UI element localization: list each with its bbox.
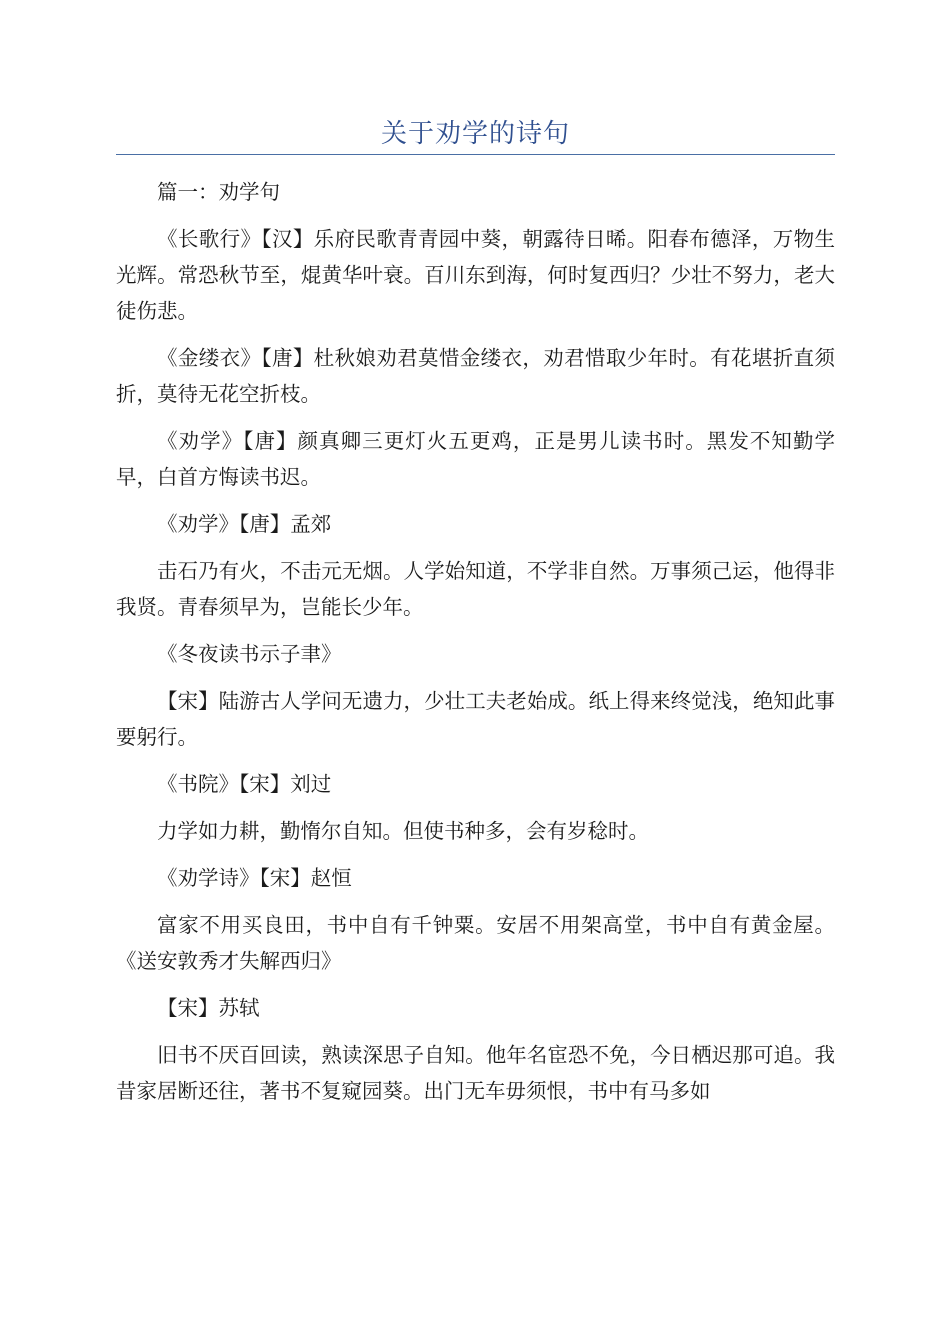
paragraph: 《书院》【宋】刘过	[157, 772, 332, 796]
paragraph: 《劝学诗》【宋】赵恒	[157, 866, 352, 890]
paragraph: 《劝学》【唐】孟郊	[157, 512, 332, 536]
paragraph: 《劝学》【唐】颜真卿三更灯火五更鸡，正是男儿读书时。黑发不知勤学早，白首方悔读书迟。	[116, 429, 835, 489]
document-title: 关于劝学的诗句	[380, 119, 570, 149]
paragraph: 力学如力耕，勤惰尔自知。但使书种多，会有岁稔时。	[157, 819, 649, 843]
paragraph: 【宋】苏轼	[157, 996, 260, 1020]
paragraph: 《金缕衣》【唐】杜秋娘劝君莫惜金缕衣，劝君惜取少年时。有花堪折直须折，莫待无花空折枝。	[116, 346, 835, 406]
paragraph: 【宋】陆游古人学问无遗力，少壮工夫老始成。纸上得来终觉浅，绝知此事要躬行。	[116, 689, 835, 749]
paragraph: 《冬夜读书示子聿》	[157, 642, 342, 666]
title-underline	[116, 154, 835, 155]
paragraph: 旧书不厌百回读，熟读深思子自知。他年名宦恐不免，今日栖迟那可追。我昔家居断还往，著书不复窥园葵。出门无车毋须恨，书中有马多如	[116, 1043, 835, 1103]
paragraph: 《长歌行》【汉】乐府民歌青青园中葵，朝露待日晞。阳春布德泽，万物生光辉。常恐秋节至，焜黄华叶衰。百川东到海，何时复西归？少壮不努力，老大徒伤悲。	[116, 227, 835, 323]
document-page	[116, 0, 835, 1120]
document-body	[116, 174, 835, 1109]
section-heading: 篇一：劝学句	[157, 180, 280, 204]
paragraph: 击石乃有火，不击元无烟。人学始知道，不学非自然。万事须己运，他得非我贤。青春须早为，岂能长少年。	[116, 559, 835, 619]
paragraph: 富家不用买良田，书中自有千钟粟。安居不用架高堂，书中自有黄金屋。《送安敦秀才失解西归》	[116, 913, 835, 973]
